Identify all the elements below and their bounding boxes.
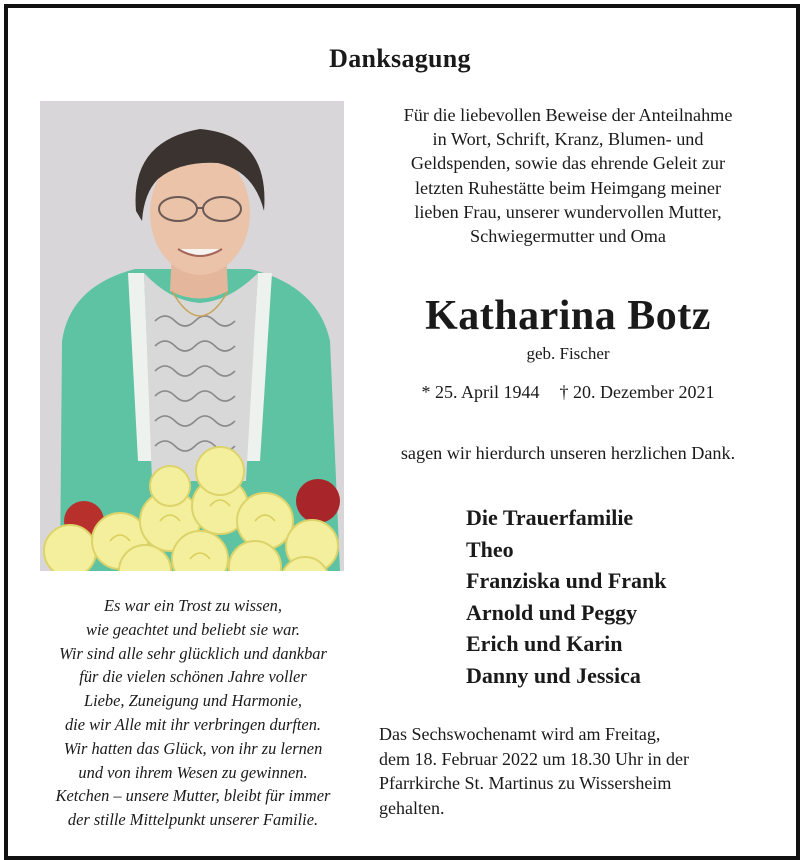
life-dates: [370, 382, 766, 403]
family-line: Die Trauerfamilie: [466, 505, 634, 530]
intro-line: Für die liebevollen Beweise der Anteilnahme: [403, 105, 733, 125]
thanks-line: sagen wir hierdurch unseren herzlichen Dank.: [400, 443, 736, 463]
poem-line: der stille Mittelpunkt unserer Familie.: [67, 810, 319, 830]
poem-line: Liebe, Zuneigung und Harmonie,: [83, 691, 303, 711]
intro-text: [370, 103, 766, 248]
family-line: Arnold und Peggy: [466, 599, 638, 625]
page-title: Danksagung: [329, 44, 471, 73]
family-line: Erich und Karin: [466, 631, 623, 656]
deceased-name: Katharina Botz: [425, 293, 711, 339]
poem-line: die wir Alle mit ihr verbringen durften.: [64, 714, 321, 734]
birth-date: * 25. April 1944: [421, 382, 540, 402]
poem-line: Wir hatten das Glück, von ihr zu lernen: [63, 738, 323, 758]
family-line: Danny und Jessica: [466, 662, 641, 688]
intro-line: lieben Frau, unserer wundervollen Mutter,: [414, 201, 722, 222]
service-line: gehalten.: [379, 797, 445, 818]
poem-line: Ketchen – unsere Mutter, bleibt für immer: [55, 786, 331, 806]
family-signature: [466, 502, 667, 691]
service-notice: [379, 722, 689, 820]
death-date: † 20. Dezember 2021: [559, 382, 715, 402]
intro-line: Schwiegermutter und Oma: [470, 226, 666, 247]
service-line: Das Sechswochenamt wird am Freitag,: [379, 724, 661, 744]
poem-line: und von ihrem Wesen zu gewinnen.: [78, 762, 308, 782]
portrait-photo-icon: [40, 101, 344, 571]
service-line: dem 18. Februar 2022 um 18.30 Uhr in der: [379, 748, 689, 769]
family-line: Theo: [466, 536, 514, 562]
maiden-name: geb. Fischer: [526, 344, 610, 363]
poem-line: Es war ein Trost zu wissen,: [104, 596, 282, 615]
poem-line: Wir sind alle sehr glücklich und dankbar: [59, 643, 327, 663]
intro-line: letzten Ruhestätte beim Heimgang meiner: [414, 177, 722, 198]
portrait-photo: [40, 101, 344, 571]
family-line: Franziska und Frank: [466, 568, 667, 593]
intro-line: Geldspenden, sowie das ehrende Geleit zur: [410, 153, 726, 174]
poem-line: wie geachtet und beliebt sie war.: [86, 619, 300, 639]
poem: [36, 594, 350, 832]
service-line: Pfarrkirche St. Martinus zu Wissersheim: [379, 773, 672, 794]
intro-line: in Wort, Schrift, Kranz, Blumen- und: [432, 129, 704, 150]
poem-line: für die vielen schönen Jahre voller: [79, 667, 307, 687]
